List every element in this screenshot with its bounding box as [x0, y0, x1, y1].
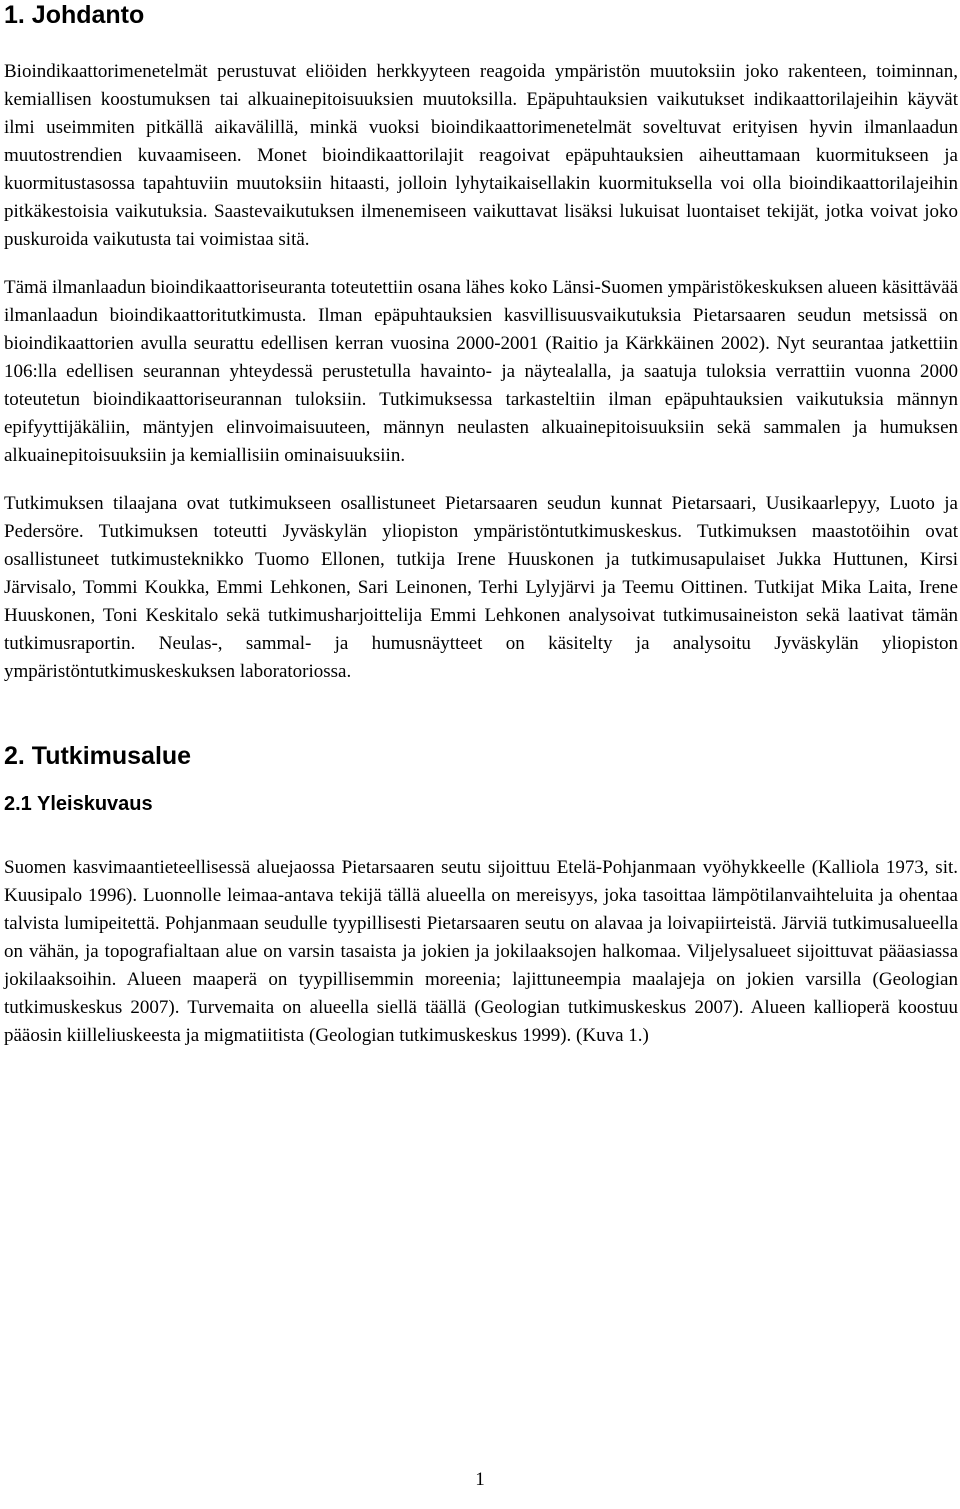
paragraph-intro-3: Tutkimuksen tilaajana ovat tutkimukseen osallistuneet Pietarsaaren seudun kunnat Pietarsaari, Uusikaarlepyy, Luoto ja Pedersöre. Tutkimuksen toteutti Jyväskylän yliopiston ympäristöntutkimuskeskus. Tutkimuksen maastotöihin ovat osallistuneet tutkimusteknikko Tuomo Ellonen, tutkija Irene Huuskonen ja tutkimusapulaiset Jukka Huttunen, Kirsi Järvisalo, Tommi Koukka, Emmi Lehkonen, Sari Leinonen, Terhi Lylyjärvi ja Teemu Oittinen. Tutkijat Mika Laita, Irene Huuskonen, Toni Keskitalo sekä tutkimusharjoittelija Emmi Lehkonen analysoivat tutkimusaineiston sekä laativat tämän tutkimusraportin. Neulas-, sammal- ja humusnäytteet on käsitelty ja analysoitu Jyväskylän yliopiston ympäristöntutkimuskeskuksen laboratoriossa. — [4, 493, 958, 682]
paragraph-yleiskuvaus: Suomen kasvimaantieteellisessä aluejaossa Pietarsaaren seutu sijoittuu Etelä-Pohjanmaan vyöhykkeelle (Kalliola 1973, sit. Kuusipalo 1996). Luonnolle leimaa-antava tekijä tällä alueella on mereisyys, joka tasoittaa lämpötilanvaihteluita ja ohentaa talvista lumipeitettä. Pohjanmaan seudulle tyypillisesti Pietarsaaren seutu on alavaa ja loivapiirteistä. Järviä tutkimusalueella on vähän, ja topografialtaan alue on varsin tasaista ja jokien ja jokilaaksojen halkomaa. Viljelysalueet sijoittuvat pääasiassa jokilaaksoihin. Alueen maaperä on tyypillisemmin moreenia; lajittuneempia maalajeja on jokien varsilla (Geologian tutkimuskeskus 2007). Turvemaita on alueella siellä täällä (Geologian tutkimuskeskus 2007). Alueen kallioperä koostuu pääosin kiilleliuskeesta ja migmatiitista (Geologian tutkimuskeskus 1999). (Kuva 1.) — [4, 857, 958, 1046]
paragraph-intro-1: Bioindikaattorimenetelmät perustuvat eliöiden herkkyyteen reagoida ympäristön muutoksiin joko rakenteen, toiminnan, kemiallisen koostumuksen tai alkuainepitoisuuksien muutoksilla. Epäpuhtauksien vaikutukset indikaattorilajeihin käyvät ilmi useimmiten pitkällä aikavälillä, minkä vuoksi bioindikaattorimenetelmät soveltuvat erityisen hyvin ilmanlaadun muutostrendien kuvaamiseen. Monet bioindikaattorilajit reagoivat epäpuhtauksien aiheuttamaan kuormitukseen ja kuormitustasossa tapahtuviin muutoksiin hitaasti, jolloin lyhytaikaisellakin kuormituksella voi olla bioindikaattorilajeihin pitkäkestoisia vaikutuksia. Saastevaikutuksen ilmenemiseen vaikuttavat lisäksi lukuisat luontaiset tekijät, jotka voivat joko puskuroida vaikutusta tai voimistaa sitä. — [4, 61, 958, 250]
section-title-johdanto: 1. Johdanto — [4, 1, 145, 29]
document-page — [4, 0, 958, 1050]
subsection-title-yleiskuvaus: 2.1 Yleiskuvaus — [4, 793, 153, 815]
section-title-tutkimusalue: 2. Tutkimusalue — [4, 742, 192, 770]
paragraph-intro-2: Tämä ilmanlaadun bioindikaattoriseuranta toteutettiin osana lähes koko Länsi-Suomen ympäristökeskuksen alueen käsittävää ilmanlaadun bioindikaattoritutkimusta. Ilman epäpuhtauksien kasvillisuusvaikutuksia Pietarsaaren seudun metsissä on bioindikaattorien avulla seurattu edellisen kerran vuosina 2000-2001 (Raitio ja Kärkkäinen 2002). Nyt seurantaa jatkettiin 106:lla edellisen seurannan yhteydessä perustetulla havainto- ja näytealalla, ja saatuja tuloksia verrattiin vuonna 2000 toteutetun bioindikaattoriseurannan tuloksiin. Tutkimuksessa tarkasteltiin ilman epäpuhtauksien vaikutuksia männyn epifyyttijäkäliin, mäntyjen elinvoimaisuuteen, männyn neulasten alkuainepitoisuuksiin sekä sammalen ja humuksen alkuainepitoisuuksiin ja kemiallisiin ominaisuuksiin. — [4, 277, 958, 466]
page-number: 1 — [475, 1469, 485, 1490]
